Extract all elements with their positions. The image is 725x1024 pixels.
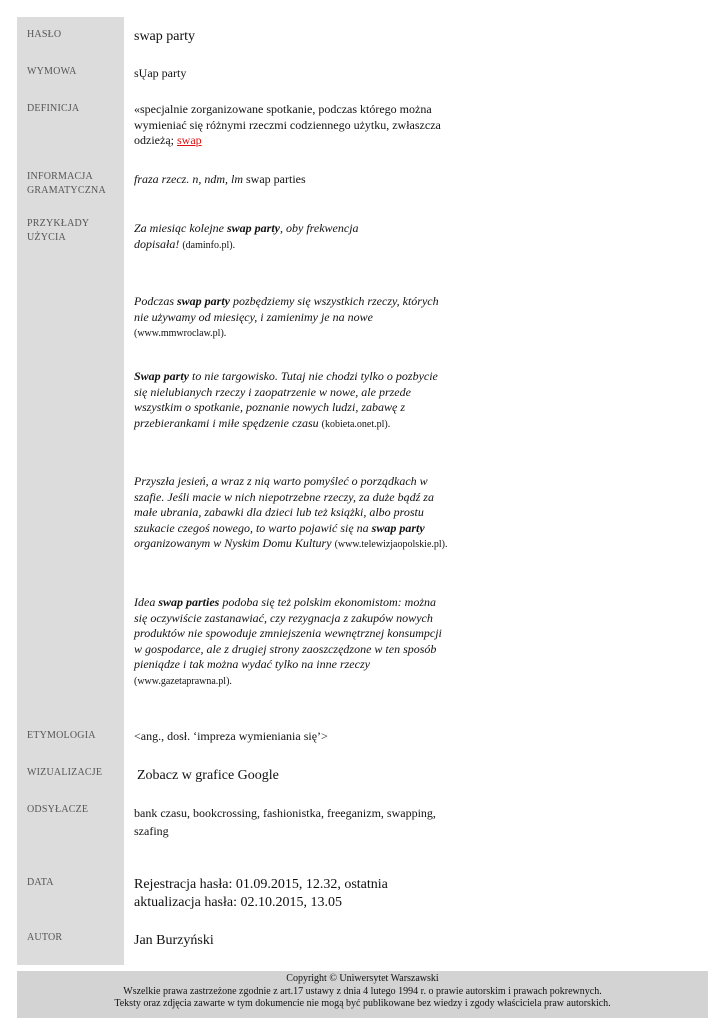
copyright-footer — [17, 971, 708, 1018]
definition — [134, 102, 449, 149]
etymology: <ang., dosł. ‘impreza wymieniania się’> — [134, 729, 328, 743]
label-data: DATA — [27, 877, 54, 888]
definition-text: «specjalnie zorganizowane spotkanie, podczas którego można wymieniać się różnymi rzeczmi codziennego użytku, zwłaszcza odzieżą; — [134, 102, 441, 147]
label-odsylacze: ODSYŁACZE — [27, 804, 89, 815]
entry-date: Rejestracja hasła: 01.09.2015, 12.32, ostatnia aktualizacja hasła: 02.10.2015, 13.05 — [134, 877, 388, 910]
example-4 — [134, 474, 459, 553]
footer-line-publication: Teksty oraz zdjęcia zawarte w tym dokumencie nie mogą być publikowane bez wiedzy i zgody właściciela praw autorskich. — [114, 998, 611, 1009]
example-3 — [134, 369, 452, 432]
headword: swap party — [134, 29, 196, 44]
example-headword: swap party — [177, 294, 231, 308]
example-5 — [134, 595, 452, 689]
label-przyklady-uzycia: PRZYKŁADY UŻYCIA — [27, 218, 89, 243]
label-autor: AUTOR — [27, 932, 63, 943]
example-source: (www.telewizjaopolskie.pl). — [334, 539, 448, 550]
label-wizualizacje: WIZUALIZACJE — [27, 767, 103, 778]
pronunciation: sŲap party — [134, 66, 187, 80]
example-headword: swap party — [371, 520, 425, 535]
example-headword: swap party — [226, 221, 280, 235]
example-source: (daminfo.pl). — [182, 239, 236, 251]
example-1 — [134, 221, 369, 253]
example-text: , oby frekwencja dopisała! — [134, 221, 359, 251]
label-informacja-gramatyczna: INFORMACJA GRAMATYCZNA — [27, 171, 106, 196]
example-text: Podczas — [134, 294, 177, 308]
example-headword: Swap party — [134, 369, 190, 383]
example-text: pozbędziemy się wszystkich rzeczy, których nie używamy od miesięcy, i zamienimy je na nowe — [134, 294, 439, 324]
label-definicja: DEFINICJA — [27, 103, 80, 114]
label-haslo: HASŁO — [27, 29, 62, 40]
label-etymologia: ETYMOLOGIA — [27, 730, 96, 741]
example-source: (www.mmwroclaw.pl). — [134, 328, 227, 339]
example-text: podoba się też polskim ekonomistom: można się oczywiście zastanawiać, czy rezygnacja z zakupów nowych produktów nie spowoduje zmniejszenia wewnętrznej konsumpcji w gospodarce, ale z drugiej strony zaoszczędzone w ten sposób pieniądze i tak można wydać tylko na inne rzeczy — [134, 595, 442, 671]
footer-line-rights: Wszelkie prawa zastrzeżone zgodnie z art.17 ustawy z dnia 4 lutego 1994 r. o prawie autorskim i prawach pokrewnych. — [123, 985, 602, 997]
author: Jan Burzyński — [134, 933, 214, 948]
label-wymowa: WYMOWA — [27, 66, 77, 77]
example-text: organizowanym w Nyskim Domu Kultury — [134, 536, 335, 550]
google-images-link[interactable]: Zobacz w grafice Google — [137, 768, 279, 783]
example-source: (www.gazetaprawna.pl). — [134, 675, 232, 687]
grammar-info-plural: swap parties — [243, 172, 306, 186]
label-sidebar — [17, 17, 124, 965]
example-headword: swap parties — [158, 595, 220, 609]
example-text: to nie targowisko. Tutaj nie chodzi tylko o pozbycie się nielubianych rzeczy i zaopatrzenie w nowe, ale przede wszystkim o spotkanie, poznanie nowych ludzi, zabawę z przebierankami i miłe spędzenie czasu — [134, 369, 438, 430]
cross-references: bank czasu, bookcrossing, fashionistka, freeganizm, swapping, szafing — [134, 806, 436, 838]
footer-line-copyright: Copyright © Uniwersytet Warszawski — [286, 973, 439, 984]
grammar-info-italic: fraza rzecz. n, ndm, lm — [134, 172, 244, 186]
example-source: (kobieta.onet.pl). — [321, 418, 391, 430]
example-text: Za miesiąc kolejne — [134, 221, 227, 235]
definition-link-swap[interactable]: swap — [176, 133, 202, 147]
example-text: Przyszła jesień, a wraz z nią warto pomyśleć o porządkach w szafie. Jeśli macie w nich niepotrzebne rzeczy, za duże bądź za małe ubrania, zabawki dla dzieci lub też książki, albo prostu szukacie czegoś nowego, to warto pojawić się na — [134, 474, 434, 535]
grammar-info — [134, 172, 464, 188]
example-2 — [134, 294, 454, 342]
example-text: Idea — [134, 595, 159, 609]
